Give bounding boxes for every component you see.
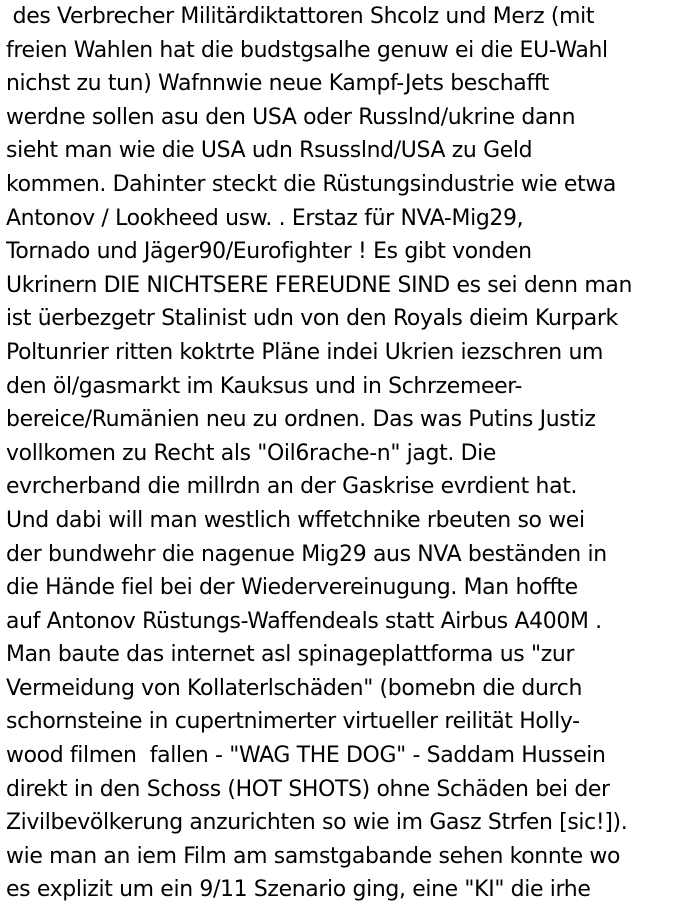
text-line-20: Man baute das internet asl spinageplattforma us "zur [6, 642, 575, 668]
text-line-7: Antonov / Lookheed usw. . Erstaz für NVA-Mig29, [6, 205, 524, 231]
text-line-25: Zivilbevölkerung anzurichten so wie im Gasz Strfen [sic!]). [6, 810, 628, 836]
text-line-27: es explizit um ein 9/11 Szenario ging, eine "KI" die irhe [6, 877, 591, 903]
text-line-24: direkt in den Schoss (HOT SHOTS) ohne Schäden bei der [6, 776, 610, 802]
text-line-5: sieht man wie die USA udn Rsusslnd/USA zu Geld [6, 138, 533, 164]
text-line-4: werdne sollen asu den USA oder Russlnd/ukrine dann [6, 104, 576, 130]
document-page [6, 0, 684, 920]
text-line-26: wie man an iem Film am samstgabande sehen konnte wo [6, 843, 621, 869]
text-line-14: vollkomen zu Recht als "Oil6rache-n" jagt. Die [6, 440, 497, 466]
text-line-12: den öl/gasmarkt im Kauksus und in Schrzemeer- [6, 373, 523, 399]
text-line-15: evrcherband die millrdn an der Gaskrise evrdient hat. [6, 474, 578, 500]
text-line-9: Ukrinern DIE NICHTSERE FEREUDNE SIND es sei denn man [6, 272, 633, 298]
text-line-2: freien Wahlen hat die budstgsalhe genuw ei die EU-Wahl [6, 37, 608, 63]
text-line-3: nichst zu tun) Wafnnwie neue Kampf-Jets beschafft [6, 71, 550, 97]
text-line-13: bereice/Rumänien neu zu ordnen. Das was Putins Justiz [6, 407, 596, 433]
text-line-8: Tornado und Jäger90/Eurofighter ! Es gibt vonden [6, 239, 532, 265]
text-line-6: kommen. Dahinter steckt die Rüstungsindustrie wie etwa [6, 171, 617, 197]
text-line-17: der bundwehr die nagenue Mig29 aus NVA beständen in [6, 541, 607, 567]
text-line-21: Vermeidung von Kollaterlschäden" (bomebn die durch [6, 675, 583, 701]
text-line-18: die Hände fiel bei der Wiedervereinugung. Man hoffte [6, 575, 578, 601]
text-line-22: schornsteine in cupertnimerter virtueller reilität Holly- [6, 709, 580, 735]
text-line-23: wood filmen fallen - "WAG THE DOG" - Saddam Hussein [6, 743, 606, 769]
text-line-1: des Verbrecher Militärdiktattoren Shcolz und Merz (mit [6, 4, 595, 29]
text-line-19: auf Antonov Rüstungs-Waffendeals statt Airbus A400M . [6, 608, 602, 634]
text-line-10: ist üerbezgetr Stalinist udn von den Royals dieim Kurpark [6, 306, 618, 332]
text-line-11: Poltunrier ritten koktrte Pläne indei Ukrien iezschren um [6, 339, 604, 365]
text-line-16: Und dabi will man westlich wffetchnike rbeuten so wei [6, 507, 585, 533]
